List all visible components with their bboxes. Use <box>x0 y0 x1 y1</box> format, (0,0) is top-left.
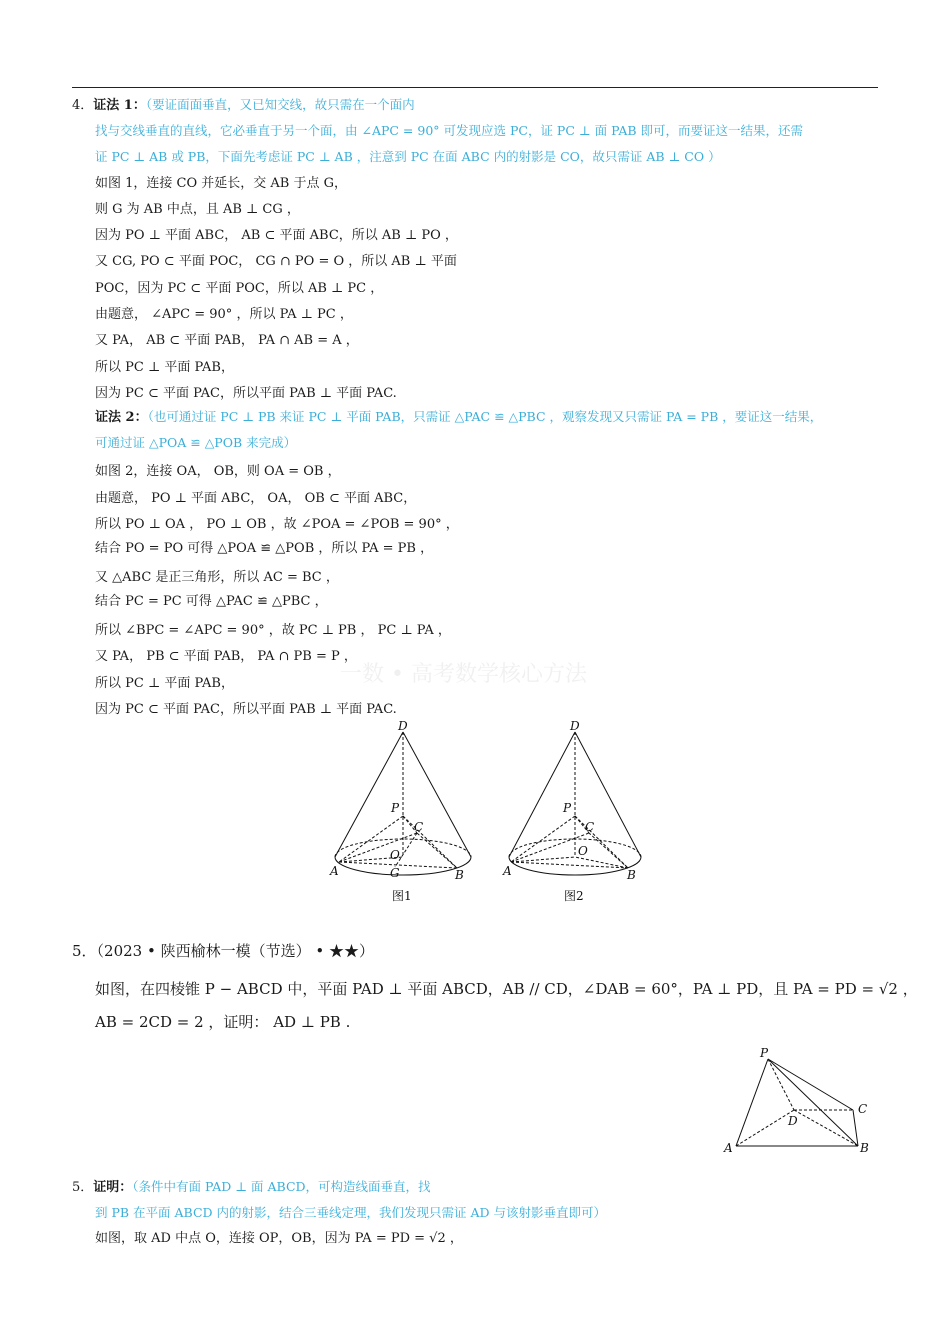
label-b: B <box>455 868 464 882</box>
q4-proof1-line: 又 CG, PO ⊂ 平面 POC， CG ∩ PO = O ，所以 AB ⊥ 平面 <box>95 254 457 269</box>
top-rule <box>72 87 878 88</box>
q4-proof2-line: 所以 PC ⊥ 平面 PAB， <box>95 676 234 691</box>
q4-proof2-line: 如图 2，连接 OA， OB，则 OA = OB ， <box>95 464 341 479</box>
q4-proof2-line: 结合 PO = PO 可得 △POA ≌ △POB ，所以 PA = PB ， <box>95 541 434 556</box>
q5-header: 5．（2023 • 陕西榆林一模（节选） • ★★） <box>72 942 374 960</box>
figure-1-caption: 图1 <box>392 889 412 903</box>
q5-stem-l2: AB = 2CD = 2 ，证明： AD ⊥ PB . <box>95 1013 351 1031</box>
base-front-arc <box>335 857 471 875</box>
label-c: C <box>414 820 424 834</box>
edge-pa <box>736 1059 768 1146</box>
q4-proof1-line: 又 PA， AB ⊂ 平面 PAB， PA ∩ AB = A ， <box>95 333 359 348</box>
q4-proof1-heading <box>72 96 415 115</box>
q4-proof1-hint-l1: （要证面面垂直，又已知交线，故只需在一个面内 <box>145 97 415 112</box>
q5-proof-label: 证明： <box>93 1180 133 1195</box>
q4-proof2-line: 所以 PO ⊥ OA ， PO ⊥ OB ，故 ∠POA = ∠POB = 90° ， <box>95 517 459 532</box>
q4-proof2-line: 因为 PC ⊂ 平面 PAC，所以平面 PAB ⊥ 平面 PAC. <box>95 702 397 717</box>
cone-edge-left <box>335 732 403 857</box>
figure-2-cone <box>497 720 652 910</box>
label-o: O <box>578 844 588 858</box>
figure-pyramid <box>722 1040 882 1160</box>
q4-proof2-line: 又 PA， PB ⊂ 平面 PAB， PA ∩ PB = P ， <box>95 649 357 664</box>
q4-proof2-line: 所以 ∠BPC = ∠APC = 90° ，故 PC ⊥ PB ， PC ⊥ PA ， <box>95 623 451 638</box>
label-a: A <box>724 1141 733 1155</box>
label-g: G <box>390 866 400 880</box>
q5-stem-l1: 如图，在四棱锥 P − ABCD 中，平面 PAD ⊥ 平面 ABCD，AB // CD，∠DAB = 60°，PA ⊥ PD，且 PA = PD = √2 ， <box>95 980 918 998</box>
q5-proof-number: 5． <box>72 1180 94 1195</box>
q5-proof-hint-l2: 到 PB 在平面 ABCD 内的射影，结合三垂线定理，我们发现只需证 AD 与该射影垂直即可） <box>95 1205 607 1220</box>
label-d: D <box>398 720 408 733</box>
q4-proof1-line: 因为 PC ⊂ 平面 PAC，所以平面 PAB ⊥ 平面 PAC. <box>95 386 397 401</box>
label-p: P <box>563 801 572 815</box>
watermark: 一数 • 高考数学核心方法 <box>340 662 587 687</box>
q5-proof-hint-l1: （条件中有面 PAD ⊥ 面 ABCD，可构造线面垂直，找 <box>132 1179 431 1194</box>
label-c: C <box>858 1102 868 1116</box>
q4-proof1-line: 由题意， ∠APC = 90° ，所以 PA ⊥ PC ， <box>95 307 353 322</box>
cone-edge-right <box>575 732 641 857</box>
base-front-arc <box>509 857 641 875</box>
q4-proof1-hint-l2: 找与交线垂直的直线，它必垂直于另一个面，由 ∠APC = 90° 可发现应选 PC，证 PC ⊥ 面 PAB 即可，而要证这一结果，还需 <box>95 123 804 138</box>
q4-proof1-line: 如图 1，连接 CO 并延长，交 AB 于点 G， <box>95 176 347 191</box>
label-b: B <box>627 868 636 882</box>
figure-2-caption: 图2 <box>564 889 584 903</box>
label-b: B <box>860 1141 869 1155</box>
label-d: D <box>788 1114 798 1128</box>
label-o: O <box>390 848 400 862</box>
edge-pc <box>768 1059 853 1110</box>
q4-proof2-hint-l1: （也可通过证 PC ⊥ PB 来证 PC ⊥ 平面 PAB，只需证 △PAC ≌ △PBC ，观察发现又只需证 PA = PB ，要证这一结果， <box>147 409 823 424</box>
segment-ac <box>339 833 417 862</box>
label-d: D <box>570 720 580 733</box>
q4-proof1-label: 证法 1： <box>93 98 146 113</box>
q4-proof1-line: 则 G 为 AB 中点，且 AB ⊥ CG ， <box>95 202 300 217</box>
figure-1-cone <box>325 720 480 910</box>
label-p: P <box>760 1046 769 1060</box>
q4-proof2-hint-l2: 可通过证 △POA ≌ △POB 来完成） <box>95 435 297 450</box>
q4-proof2-line: 由题意， PO ⊥ 平面 ABC， OA， OB ⊂ 平面 ABC， <box>95 491 417 506</box>
q4-proof1-line: 因为 PO ⊥ 平面 ABC， AB ⊂ 平面 ABC，所以 AB ⊥ PO ， <box>95 228 458 243</box>
q5-proof-heading <box>72 1178 431 1197</box>
q4-proof2-line: 又 △ABC 是正三角形，所以 AC = BC ， <box>95 570 339 585</box>
q4-proof1-line: 所以 PC ⊥ 平面 PAB， <box>95 360 234 375</box>
q5-proof-l1: 如图，取 AD 中点 O，连接 OP，OB，因为 PA = PD = √2 ， <box>95 1231 463 1246</box>
q4-proof2-label: 证法 2： <box>95 410 148 425</box>
segment-oa <box>511 857 575 862</box>
label-a: A <box>330 864 339 878</box>
segment-ab <box>511 862 628 868</box>
cone-edge-left <box>509 732 575 857</box>
q4-number: 4． <box>72 98 94 113</box>
edge-ad <box>736 1110 794 1146</box>
q4-proof1-line: POC，因为 PC ⊂ 平面 POC，所以 AB ⊥ PC ， <box>95 281 384 296</box>
label-a: A <box>503 864 512 878</box>
label-c: C <box>585 820 595 834</box>
edge-pb <box>768 1059 858 1146</box>
label-p: P <box>391 801 400 815</box>
q4-proof2-line: 结合 PC = PC 可得 △PAC ≌ △PBC ， <box>95 594 328 609</box>
q4-proof1-hint-l3: 证 PC ⊥ AB 或 PB，下面先考虑证 PC ⊥ AB ，注意到 PC 在面 ABC 内的射影是 CO，故只需证 AB ⊥ CO ） <box>95 149 721 164</box>
q4-proof2-heading <box>95 408 822 427</box>
